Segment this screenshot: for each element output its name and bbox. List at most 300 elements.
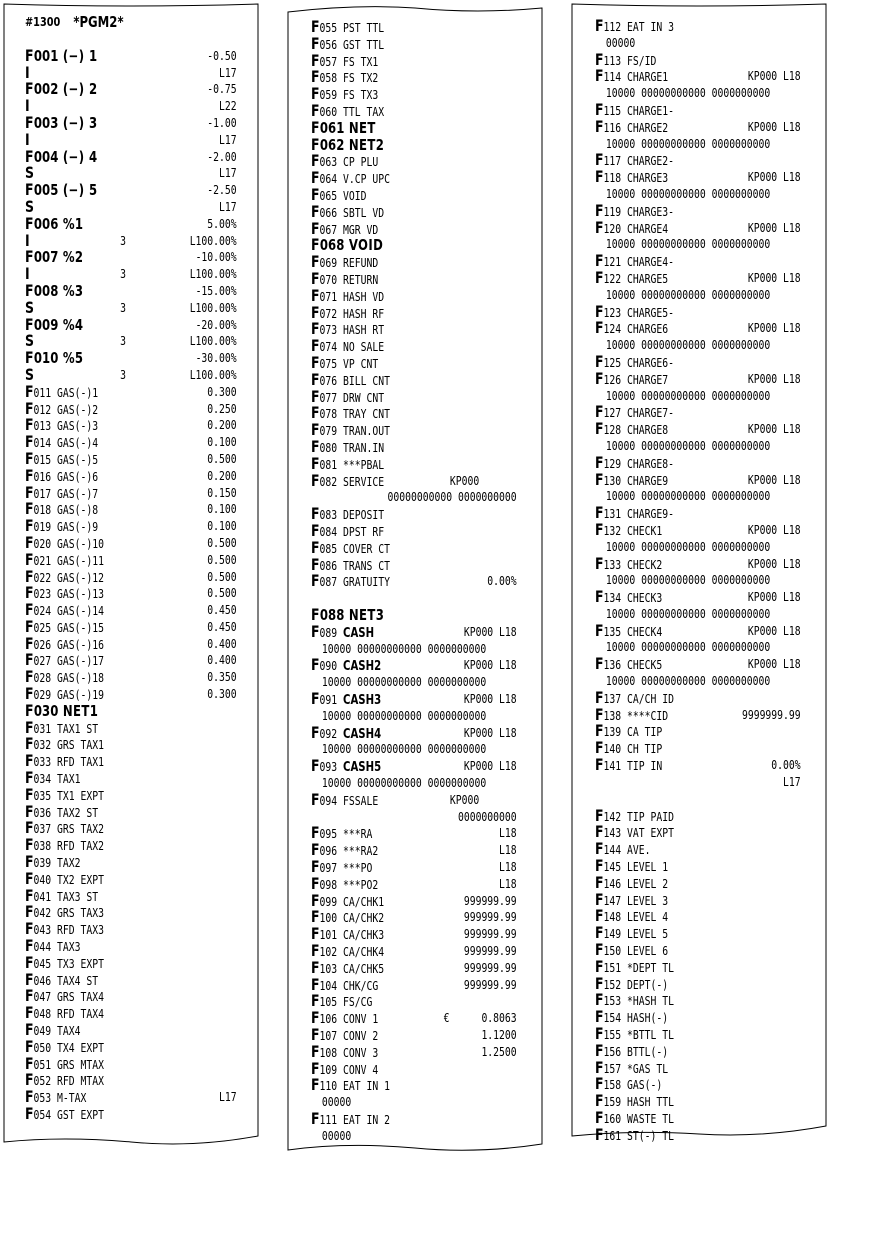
function-label bbox=[311, 1041, 379, 1062]
function-value: 0.350 bbox=[207, 669, 237, 685]
function-text: GRS MTAX bbox=[57, 1056, 104, 1072]
function-text: TAX3 ST bbox=[57, 888, 99, 904]
receipt-line bbox=[595, 858, 801, 875]
function-number: 022 bbox=[33, 569, 52, 585]
function-text: CA/CHK5 bbox=[343, 960, 385, 976]
function-value: KP000 L18 bbox=[747, 521, 801, 537]
receipt-line bbox=[25, 868, 237, 888]
function-label bbox=[311, 943, 384, 961]
function-prefix: F bbox=[595, 402, 604, 422]
function-text: M-TAX bbox=[57, 1090, 87, 1106]
function-label bbox=[311, 506, 384, 524]
function-label bbox=[595, 99, 674, 120]
function-number: 019 bbox=[33, 519, 52, 535]
function-label bbox=[595, 1026, 674, 1044]
receipt-line bbox=[595, 1009, 801, 1026]
function-text: %1 bbox=[62, 214, 84, 233]
receipt-line bbox=[311, 170, 517, 187]
function-number: 095 bbox=[319, 826, 338, 842]
function-label bbox=[311, 117, 376, 137]
function-number: 105 bbox=[319, 994, 338, 1010]
function-text: CHECK4 bbox=[627, 623, 663, 639]
function-label bbox=[311, 436, 385, 457]
function-label bbox=[311, 957, 385, 978]
function-mid-value: KP000 bbox=[449, 791, 480, 807]
function-text: (−) 4 bbox=[62, 147, 98, 166]
function-label bbox=[25, 652, 104, 670]
receipt-line bbox=[595, 368, 801, 388]
function-text: CA/CH ID bbox=[627, 690, 674, 706]
function-label bbox=[311, 369, 390, 390]
function-prefix: F bbox=[25, 532, 34, 552]
function-number: 146 bbox=[603, 875, 622, 891]
receipt-line bbox=[311, 285, 517, 305]
function-value: 0.400 bbox=[207, 635, 237, 651]
receipt-line bbox=[311, 789, 517, 809]
function-value: L100.00% bbox=[189, 266, 237, 282]
function-number: 017 bbox=[33, 485, 52, 501]
receipt-line bbox=[595, 169, 801, 186]
function-label bbox=[595, 421, 668, 439]
function-value: -20.00% bbox=[195, 316, 237, 332]
function-value: -2.50 bbox=[207, 182, 237, 198]
receipt-line bbox=[311, 1041, 517, 1061]
function-value: KP000 L18 bbox=[747, 656, 801, 672]
function-prefix: F bbox=[595, 856, 604, 876]
function-number: 066 bbox=[319, 204, 338, 220]
function-prefix: F bbox=[311, 655, 320, 675]
function-text: DEPT(-) bbox=[627, 976, 669, 992]
function-text: CHARGE2- bbox=[627, 153, 674, 169]
function-number: 024 bbox=[33, 603, 52, 619]
function-text: CA TIP bbox=[627, 724, 663, 740]
function-label bbox=[311, 285, 385, 306]
function-label bbox=[25, 1036, 104, 1057]
function-prefix: F bbox=[25, 868, 34, 888]
receipt-line bbox=[311, 470, 517, 490]
receipt-line bbox=[595, 620, 801, 640]
function-label bbox=[311, 268, 379, 289]
function-value: KP000 L18 bbox=[747, 471, 801, 487]
function-value: KP000 L18 bbox=[463, 758, 517, 774]
function-number: 055 bbox=[319, 20, 338, 35]
receipt-line bbox=[311, 809, 517, 826]
receipt-line bbox=[595, 639, 801, 656]
function-number: 027 bbox=[33, 653, 52, 669]
function-label bbox=[25, 1072, 104, 1090]
function-prefix: F bbox=[25, 969, 34, 989]
function-number: 071 bbox=[319, 288, 338, 304]
function-prefix: F bbox=[311, 201, 320, 221]
receipt-line bbox=[595, 1026, 801, 1043]
function-prefix: F bbox=[25, 348, 34, 368]
function-value: KP000 L18 bbox=[463, 623, 517, 639]
receipt-line bbox=[311, 1111, 517, 1128]
receipt-line bbox=[25, 837, 237, 854]
function-prefix: F bbox=[595, 889, 604, 909]
function-text: *HASH TL bbox=[627, 993, 674, 1009]
receipt-line bbox=[25, 952, 237, 972]
receipt-line bbox=[311, 573, 517, 590]
function-prefix: F bbox=[311, 907, 320, 927]
function-prefix: F bbox=[25, 650, 34, 670]
receipt-line bbox=[311, 691, 517, 708]
function-text: NET3 bbox=[348, 606, 385, 625]
function-prefix: F bbox=[595, 1091, 604, 1111]
function-value: 0.450 bbox=[207, 602, 237, 618]
receipt-line bbox=[595, 1093, 801, 1110]
function-value: L17 bbox=[219, 198, 237, 214]
function-number: 145 bbox=[603, 859, 622, 875]
function-label bbox=[311, 573, 390, 591]
function-value: 0.500 bbox=[207, 568, 237, 584]
function-label bbox=[25, 868, 104, 889]
receipt-line bbox=[25, 14, 237, 31]
function-prefix: F bbox=[311, 252, 320, 272]
function-number: 136 bbox=[603, 657, 622, 673]
function-prefix: F bbox=[25, 633, 34, 653]
function-value: L17 bbox=[219, 64, 237, 80]
function-prefix: F bbox=[595, 469, 604, 489]
function-prefix: F bbox=[311, 840, 320, 860]
receipt-line bbox=[595, 539, 801, 556]
function-text: CONV 4 bbox=[343, 1061, 379, 1077]
function-number: 002 bbox=[33, 80, 59, 99]
receipt-line bbox=[311, 859, 517, 876]
function-number: 041 bbox=[33, 888, 52, 904]
function-number: 124 bbox=[603, 321, 622, 337]
function-text: CHARGE5- bbox=[627, 304, 674, 320]
receipt-line bbox=[311, 201, 517, 221]
function-number: 098 bbox=[319, 876, 338, 892]
receipt-line bbox=[25, 501, 237, 518]
function-label bbox=[25, 398, 99, 419]
function-prefix: F bbox=[25, 784, 34, 804]
receipt-line bbox=[25, 62, 237, 82]
function-value: L17 bbox=[219, 131, 237, 147]
function-prefix: F bbox=[311, 537, 320, 557]
function-label bbox=[595, 992, 674, 1010]
function-value: 0.8063 bbox=[481, 1010, 517, 1026]
function-prefix: F bbox=[595, 906, 604, 926]
function-number: 085 bbox=[319, 540, 338, 556]
function-number: 033 bbox=[33, 754, 52, 770]
function-number: 045 bbox=[33, 955, 52, 971]
receipt-line bbox=[311, 590, 517, 607]
receipt-line bbox=[595, 704, 801, 724]
function-text: GRS TAX4 bbox=[57, 989, 104, 1005]
receipt-line bbox=[25, 1036, 237, 1056]
function-text: GAS(-)12 bbox=[57, 569, 104, 585]
function-text: RFD TAX1 bbox=[57, 754, 104, 770]
function-number: 053 bbox=[33, 1090, 52, 1106]
function-prefix: F bbox=[25, 751, 34, 771]
function-label bbox=[595, 320, 668, 338]
receipt-line bbox=[311, 775, 517, 792]
function-number: 021 bbox=[33, 552, 52, 568]
function-number: 138 bbox=[603, 707, 622, 723]
receipt-line bbox=[595, 757, 801, 774]
receipt-line bbox=[595, 99, 801, 119]
function-number: 081 bbox=[319, 456, 338, 472]
function-prefix: F bbox=[311, 504, 320, 524]
receipt-line bbox=[595, 1057, 801, 1077]
receipt-line bbox=[595, 973, 801, 993]
function-number: 057 bbox=[319, 53, 338, 69]
function-number: 078 bbox=[319, 406, 338, 422]
function-label bbox=[595, 267, 669, 288]
function-number: 074 bbox=[319, 339, 338, 355]
function-number: 064 bbox=[319, 171, 338, 187]
function-detail: 00000 bbox=[605, 34, 636, 50]
function-prefix: F bbox=[311, 319, 320, 339]
function-prefix: F bbox=[311, 352, 320, 372]
function-prefix: F bbox=[25, 1020, 34, 1040]
function-label bbox=[25, 784, 104, 805]
function-prefix: F bbox=[25, 616, 34, 636]
function-prefix: F bbox=[595, 923, 604, 943]
receipt-line bbox=[595, 388, 801, 405]
function-number: 151 bbox=[603, 959, 622, 975]
function-prefix: F bbox=[25, 415, 34, 435]
function-text: RFD TAX4 bbox=[57, 1006, 104, 1022]
function-number: 116 bbox=[603, 119, 622, 135]
function-number: 050 bbox=[33, 1039, 52, 1055]
function-value: 0.500 bbox=[207, 551, 237, 567]
receipt-line bbox=[595, 469, 801, 489]
function-number: 133 bbox=[603, 556, 622, 572]
receipt-line bbox=[311, 758, 517, 775]
function-text: CA/CHK1 bbox=[343, 893, 385, 909]
function-text: TX4 EXPT bbox=[57, 1039, 104, 1055]
function-number: 096 bbox=[319, 843, 338, 859]
function-prefix: F bbox=[25, 818, 34, 838]
receipt-line bbox=[25, 112, 237, 132]
function-prefix: F bbox=[311, 50, 320, 70]
function-prefix: F bbox=[25, 112, 34, 132]
function-prefix: F bbox=[311, 520, 320, 540]
function-text: GRS TAX3 bbox=[57, 905, 104, 921]
receipt-line bbox=[595, 152, 801, 169]
function-prefix: F bbox=[595, 1007, 604, 1027]
receipt-line bbox=[311, 993, 517, 1010]
function-text: CHK/CG bbox=[343, 977, 379, 993]
receipt-line bbox=[311, 237, 517, 254]
receipt-line bbox=[25, 1005, 237, 1022]
function-value: L22 bbox=[219, 98, 237, 114]
function-number: 035 bbox=[33, 787, 52, 803]
receipt-line bbox=[25, 1053, 237, 1073]
function-number: 102 bbox=[319, 944, 338, 960]
function-prefix: F bbox=[311, 1075, 320, 1095]
function-number: 047 bbox=[33, 989, 52, 1005]
function-value: 0.100 bbox=[207, 501, 237, 517]
function-detail: 10000 00000000000 0000000000 bbox=[605, 488, 771, 504]
receipt-line bbox=[311, 50, 517, 70]
function-text: GST TTL bbox=[343, 36, 385, 52]
receipt-2 bbox=[287, 4, 543, 1156]
function-text: CHARGE7 bbox=[627, 371, 669, 387]
function-label bbox=[311, 470, 385, 491]
function-value: 0.500 bbox=[207, 585, 237, 601]
function-number: 112 bbox=[603, 19, 622, 34]
function-text: CHARGE1 bbox=[627, 69, 669, 85]
receipt-line bbox=[311, 621, 517, 641]
function-prefix: F bbox=[595, 587, 604, 607]
function-label bbox=[25, 448, 99, 469]
function-text: *GAS TL bbox=[627, 1060, 669, 1076]
function-prefix: F bbox=[311, 873, 320, 893]
function-prefix: F bbox=[311, 403, 320, 423]
function-prefix: F bbox=[25, 45, 34, 65]
function-prefix: F bbox=[595, 16, 604, 35]
function-text: TAX3 bbox=[57, 939, 81, 955]
function-number: 080 bbox=[319, 439, 338, 455]
function-text: %3 bbox=[62, 281, 84, 300]
function-text: CHARGE3- bbox=[627, 203, 674, 219]
function-prefix: F bbox=[595, 973, 604, 993]
function-label bbox=[595, 1124, 674, 1145]
receipt-line bbox=[595, 656, 801, 673]
function-label bbox=[311, 134, 385, 154]
function-prefix: F bbox=[595, 167, 604, 187]
function-prefix: F bbox=[311, 1109, 320, 1128]
function-detail: 10000 00000000000 0000000000 bbox=[605, 673, 771, 689]
function-label bbox=[25, 417, 98, 435]
function-prefix: F bbox=[595, 805, 604, 825]
receipt-line bbox=[311, 1128, 517, 1145]
function-text: GRS TAX2 bbox=[57, 821, 104, 837]
function-value: 0000000000 bbox=[457, 808, 517, 824]
function-number: 034 bbox=[33, 771, 52, 787]
function-value: KP000 L18 bbox=[747, 589, 801, 605]
receipt-line bbox=[595, 687, 801, 707]
function-prefix: F bbox=[25, 247, 34, 267]
function-value: -2.00 bbox=[207, 148, 237, 164]
tax-status-letter: S bbox=[25, 364, 34, 384]
function-prefix: F bbox=[595, 217, 604, 237]
function-prefix: F bbox=[25, 919, 34, 939]
function-number: 042 bbox=[33, 905, 52, 921]
function-prefix: F bbox=[311, 571, 320, 591]
function-label bbox=[595, 723, 662, 741]
function-label bbox=[311, 201, 385, 222]
function-value: 0.500 bbox=[207, 534, 237, 550]
function-text: CA/CHK4 bbox=[343, 944, 385, 960]
function-number: 039 bbox=[33, 855, 52, 871]
function-text: %4 bbox=[62, 315, 84, 334]
function-text: LEVEL 1 bbox=[627, 859, 669, 875]
receipt-line bbox=[595, 186, 801, 203]
function-number: 127 bbox=[603, 405, 622, 421]
function-label bbox=[311, 33, 385, 54]
function-label bbox=[311, 254, 378, 272]
function-number: 073 bbox=[319, 322, 338, 338]
function-prefix: F bbox=[311, 453, 320, 473]
function-text: CHECK1 bbox=[627, 522, 663, 538]
function-label bbox=[25, 213, 84, 233]
function-label bbox=[311, 1010, 378, 1028]
function-number: 084 bbox=[319, 523, 338, 539]
function-text: TAX2 bbox=[57, 855, 81, 871]
function-text: VOID bbox=[348, 236, 384, 255]
function-number: 070 bbox=[319, 271, 338, 287]
function-mid-value: 3 bbox=[120, 299, 127, 315]
function-label bbox=[25, 146, 98, 166]
function-label bbox=[595, 704, 669, 725]
function-value: 0.250 bbox=[207, 400, 237, 416]
receipt-line bbox=[25, 196, 237, 216]
receipt-line bbox=[25, 854, 237, 871]
function-prefix: F bbox=[595, 66, 604, 86]
receipt-line bbox=[25, 1072, 237, 1089]
function-number: 153 bbox=[603, 993, 622, 1009]
function-text: CHARGE3 bbox=[627, 170, 669, 186]
function-number: 062 bbox=[319, 135, 345, 154]
function-number: 016 bbox=[33, 468, 52, 484]
function-label bbox=[25, 969, 99, 990]
function-prefix: F bbox=[595, 872, 604, 892]
function-detail: 10000 00000000000 0000000000 bbox=[605, 538, 771, 554]
receipt-line bbox=[25, 686, 237, 703]
function-text: LEVEL 2 bbox=[627, 875, 669, 891]
receipt-line bbox=[595, 740, 801, 757]
function-number: 082 bbox=[319, 473, 338, 489]
function-number: 023 bbox=[33, 586, 52, 602]
function-number: 093 bbox=[319, 759, 338, 775]
function-number: 020 bbox=[33, 535, 52, 551]
function-text: GAS(-)18 bbox=[57, 670, 104, 686]
function-label bbox=[25, 669, 104, 687]
function-mid-value: 3 bbox=[120, 333, 127, 349]
function-text: GAS(-)4 bbox=[57, 435, 99, 451]
function-value: KP000 L18 bbox=[747, 370, 801, 386]
function-prefix: F bbox=[311, 218, 320, 238]
function-detail: 10000 00000000000 0000000000 bbox=[605, 286, 771, 302]
function-label bbox=[595, 368, 669, 389]
function-prefix: F bbox=[311, 991, 320, 1011]
function-label bbox=[311, 386, 385, 407]
tax-status-letter: S bbox=[25, 331, 34, 351]
function-prefix: F bbox=[311, 285, 320, 305]
receipt-line bbox=[311, 909, 517, 926]
function-prefix: F bbox=[311, 420, 320, 440]
function-text: TRAN.IN bbox=[343, 439, 385, 455]
function-prefix: F bbox=[311, 1025, 320, 1045]
function-prefix: F bbox=[25, 700, 34, 720]
function-text: NO SALE bbox=[343, 339, 385, 355]
receipt-line bbox=[25, 885, 237, 905]
function-text: VP CNT bbox=[343, 355, 379, 371]
receipt-line bbox=[25, 518, 237, 535]
receipt-line bbox=[25, 465, 237, 485]
function-text: NET bbox=[348, 118, 376, 137]
receipt-line bbox=[595, 217, 801, 237]
function-prefix: F bbox=[25, 1070, 34, 1090]
function-number: 087 bbox=[319, 574, 338, 590]
function-mid-value: 3 bbox=[120, 266, 127, 282]
function-prefix: F bbox=[311, 33, 320, 53]
function-value: -10.00% bbox=[195, 249, 237, 265]
receipt-line bbox=[311, 134, 517, 154]
receipt-line bbox=[25, 717, 237, 737]
function-label bbox=[595, 1076, 662, 1094]
function-number: 089 bbox=[319, 624, 338, 640]
function-prefix: F bbox=[25, 1087, 34, 1107]
function-number: 110 bbox=[319, 1078, 338, 1094]
function-number: 059 bbox=[319, 87, 338, 103]
function-label bbox=[25, 381, 99, 402]
